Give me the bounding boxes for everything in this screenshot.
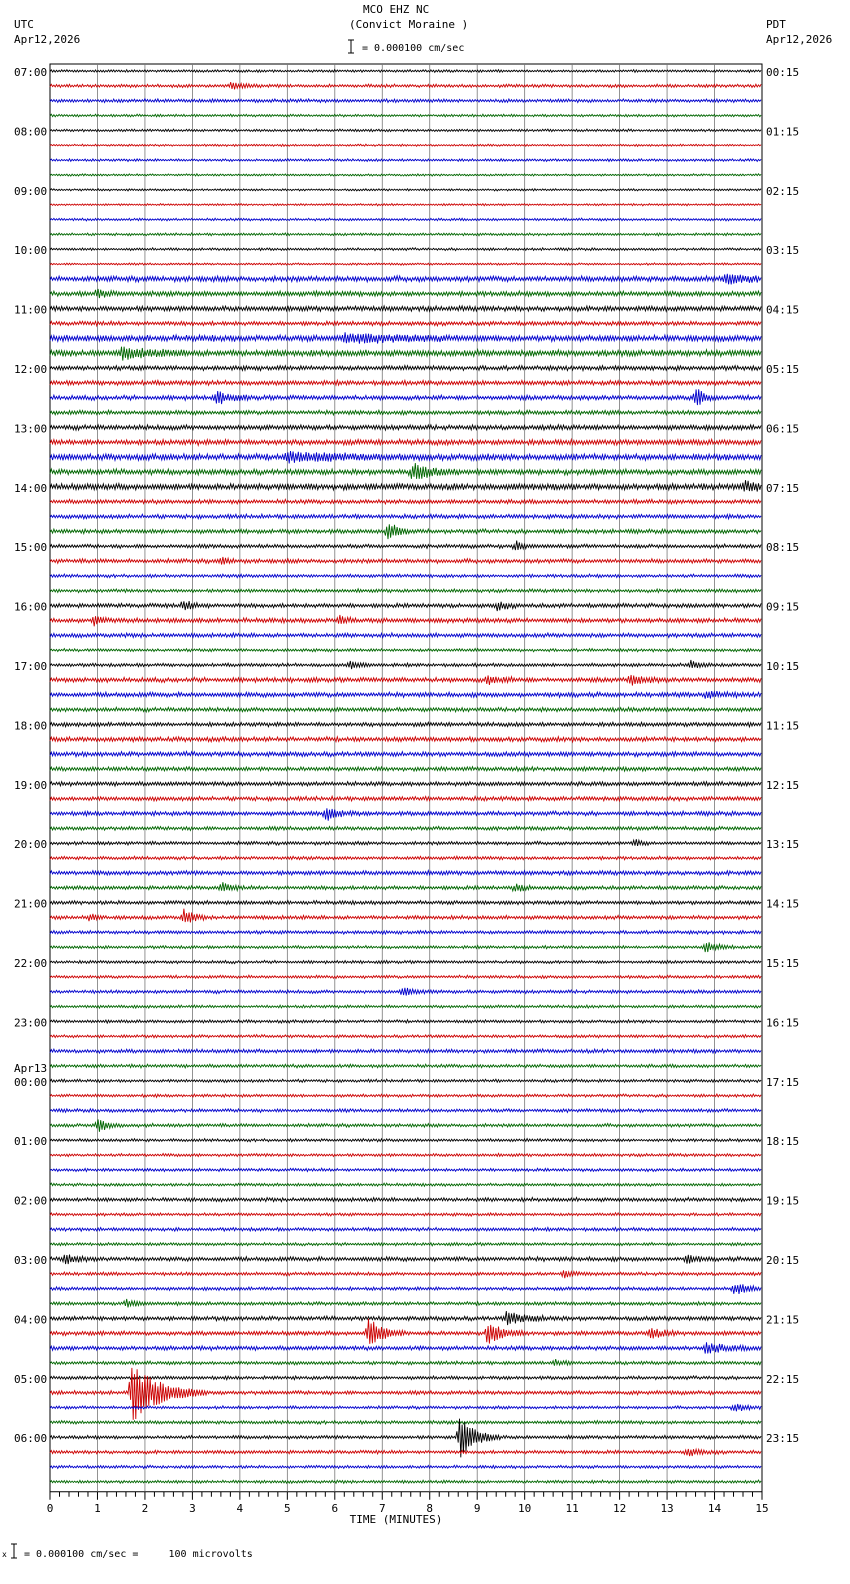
seismic-trace [50,306,761,312]
utc-hour-label: 13:00 [14,422,48,436]
pdt-label: PDT [766,18,786,31]
utc-hour-label: 05:00 [14,1372,48,1386]
x-tick-label: 15 [755,1501,769,1515]
seismic-trace [50,1020,761,1023]
seismic-trace [50,159,761,162]
x-tick-label: 8 [426,1501,434,1515]
pdt-hour-label: 03:15 [766,244,800,258]
pdt-hour-label: 17:15 [766,1075,800,1089]
seismic-trace [50,70,761,73]
x-tick-label: 0 [46,1501,54,1515]
utc-hour-label: 23:00 [14,1016,48,1030]
pdt-hour-label: 00:15 [766,66,800,79]
pdt-hour-label: 20:15 [766,1254,800,1267]
pdt-hour-label: 19:15 [766,1194,800,1208]
pdt-hour-label: 02:15 [766,184,800,198]
seismic-trace [50,574,761,578]
utc-hour-label: 20:00 [14,838,48,852]
seismic-trace [50,1404,761,1411]
seismic-trace [50,752,761,757]
seismic-trace [50,439,761,445]
x-tick-label: 12 [612,1501,627,1515]
seismic-trace [50,1449,761,1456]
seismic-trace [50,1319,761,1344]
utc-hour-label: 18:00 [14,719,48,733]
seismic-trace [50,144,761,146]
seismic-trace [50,589,761,593]
pdt-hour-label: 06:15 [766,422,800,436]
seismic-trace [50,129,761,132]
seismic-trace [50,1168,761,1171]
seismic-trace [50,839,761,846]
seismic-trace [50,1284,761,1294]
seismic-trace [50,796,761,801]
utc-hour-label: 10:00 [14,244,48,258]
seismic-trace [50,321,761,326]
seismic-trace [50,909,761,923]
seismic-trace [50,557,761,565]
site-name: (Convict Moraine ) [349,18,469,31]
utc-hour-label: 22:00 [14,957,48,970]
seismic-trace [50,633,761,638]
seismic-trace [50,782,761,787]
seismic-trace [50,1311,761,1325]
seismic-trace [50,1139,761,1142]
pdt-hour-label: 10:15 [766,660,800,673]
pdt-hour-label: 07:15 [766,481,800,495]
seismic-trace [50,1376,761,1380]
utc-hour-label: 07:00 [14,66,48,79]
footer-mark: x [2,1550,7,1559]
x-tick-label: 9 [473,1501,481,1515]
seismic-trace [50,808,761,820]
seismic-trace [50,1035,761,1038]
seismic-trace [50,660,761,669]
utc-hour-label: 11:00 [14,303,48,317]
pdt-hour-label: 18:15 [766,1135,800,1149]
seismic-trace [50,1079,761,1082]
utc-hour-label: 04:00 [14,1313,48,1327]
seismic-trace [50,1465,761,1468]
pdt-hour-label: 01:15 [766,125,800,139]
pdt-hour-label: 21:15 [766,1313,800,1327]
seismic-trace [50,871,761,876]
seismic-trace [50,649,761,652]
seismic-trace [50,233,761,236]
pdt-hour-label: 22:15 [766,1372,800,1386]
utc-hour-label: 06:00 [14,1432,48,1446]
seismic-trace [50,274,761,285]
x-tick-label: 3 [189,1501,196,1515]
seismic-trace [50,347,761,361]
footer-scale-icon [10,1543,18,1559]
seismic-trace [50,451,761,463]
seismic-trace [50,263,761,265]
seismic-trace [50,174,761,176]
station-title: MCO EHZ NC [363,3,430,16]
utc-hour-label: 09:00 [14,184,48,198]
seismic-trace [50,248,761,251]
seismic-trace [50,1005,761,1008]
pdt-hour-label: 14:15 [766,897,800,911]
utc-hour-label: 19:00 [14,778,48,792]
x-tick-label: 7 [378,1501,386,1515]
seismic-trace [50,366,761,371]
seismic-trace [50,480,761,491]
seismic-trace [50,1270,761,1278]
utc-hour-label: 15:00 [14,541,48,555]
seismic-trace [50,1342,761,1353]
seismic-trace [50,722,761,727]
x-tick-label: 10 [518,1501,532,1515]
seismic-trace [50,856,761,860]
seismic-trace [50,942,761,952]
seismic-trace [50,1153,761,1156]
seismic-trace [50,289,761,298]
seismic-trace [50,960,761,963]
seismic-trace [50,601,761,611]
pdt-hour-label: 11:15 [766,719,800,733]
seismic-trace [50,541,761,551]
seismic-trace [50,988,761,996]
pdt-date: Apr12,2026 [766,33,833,46]
utc-date: Apr12,2026 [14,33,81,46]
pdt-hour-label: 09:15 [766,600,800,614]
seismic-trace [50,1359,761,1366]
seismic-trace [50,1255,761,1265]
seismic-trace [50,99,761,103]
seismic-trace [50,931,761,935]
seismic-trace [50,1243,761,1246]
utc-label: UTC [14,18,34,31]
x-tick-label: 14 [707,1501,722,1515]
seismic-trace [50,514,761,519]
x-tick-label: 13 [660,1501,674,1515]
scale-label: = 0.000100 cm/sec [362,43,465,54]
seismic-trace [50,767,761,772]
x-tick-label: 11 [565,1501,579,1515]
utc-hour-label: 21:00 [14,897,48,911]
utc-hour-label: 12:00 [14,363,48,376]
seismic-trace [50,615,761,626]
seismic-trace [50,524,761,539]
pdt-hour-label: 08:15 [766,541,800,555]
seismic-trace [50,1109,761,1113]
seismic-trace [50,332,761,343]
seismic-trace [50,1049,761,1053]
seismic-trace [50,1119,761,1131]
seismic-trace [50,463,761,479]
seismic-trace [50,707,761,712]
seismic-trace [50,380,761,385]
seismic-trace [50,882,761,891]
utc-hour-label: 16:00 [14,600,48,614]
x-tick-label: 1 [94,1501,101,1515]
seismic-trace [50,82,761,89]
footer-scale-note: = 0.000100 cm/sec = 100 microvolts [24,1549,253,1560]
seismic-trace [50,1064,761,1068]
seismic-trace [50,1368,761,1420]
seismic-trace [50,1299,761,1307]
utc-hour-label: 08:00 [14,125,48,139]
seismic-trace [50,499,761,504]
seismic-trace [50,389,761,405]
utc-hour-label: 02:00 [14,1194,48,1208]
seismic-trace [50,425,761,431]
utc-hour-label: 17:00 [14,660,48,673]
pdt-hour-label: 05:15 [766,363,800,376]
seismic-trace [50,975,761,978]
x-tick-label: 4 [236,1501,244,1515]
pdt-hour-label: 04:15 [766,303,800,317]
seismic-trace [50,204,761,206]
seismic-trace [50,410,761,415]
x-tick-label: 5 [284,1501,291,1515]
x-axis-title: TIME (MINUTES) [349,1512,443,1526]
x-tick-label: 2 [141,1501,149,1515]
utc-hour-label: 01:00 [14,1135,48,1149]
seismic-trace [50,737,761,742]
pdt-hour-label: 15:15 [766,957,800,970]
seismic-trace [50,691,761,699]
date-change-label: Apr13 [14,1061,48,1075]
seismic-trace [50,114,761,117]
seismic-trace [50,1421,761,1425]
seismic-trace [50,675,761,686]
x-tick-label: 6 [331,1501,339,1515]
seismic-trace [50,826,761,830]
pdt-hour-label: 16:15 [766,1016,800,1030]
pdt-hour-label: 12:15 [766,778,800,792]
seismic-trace [50,218,761,221]
seismic-trace [50,1227,761,1231]
utc-hour-label: 00:00 [14,1075,48,1089]
utc-hour-label: 03:00 [14,1254,48,1267]
seismic-trace [50,189,761,191]
pdt-hour-label: 23:15 [766,1432,800,1446]
seismic-trace [50,1198,761,1202]
seismic-trace [50,901,761,905]
seismic-trace [50,1094,761,1097]
seismic-trace [50,1213,761,1216]
pdt-hour-label: 13:15 [766,838,800,852]
seismic-trace [50,1183,761,1186]
utc-hour-label: 14:00 [14,481,48,495]
seismic-trace [50,1480,761,1483]
